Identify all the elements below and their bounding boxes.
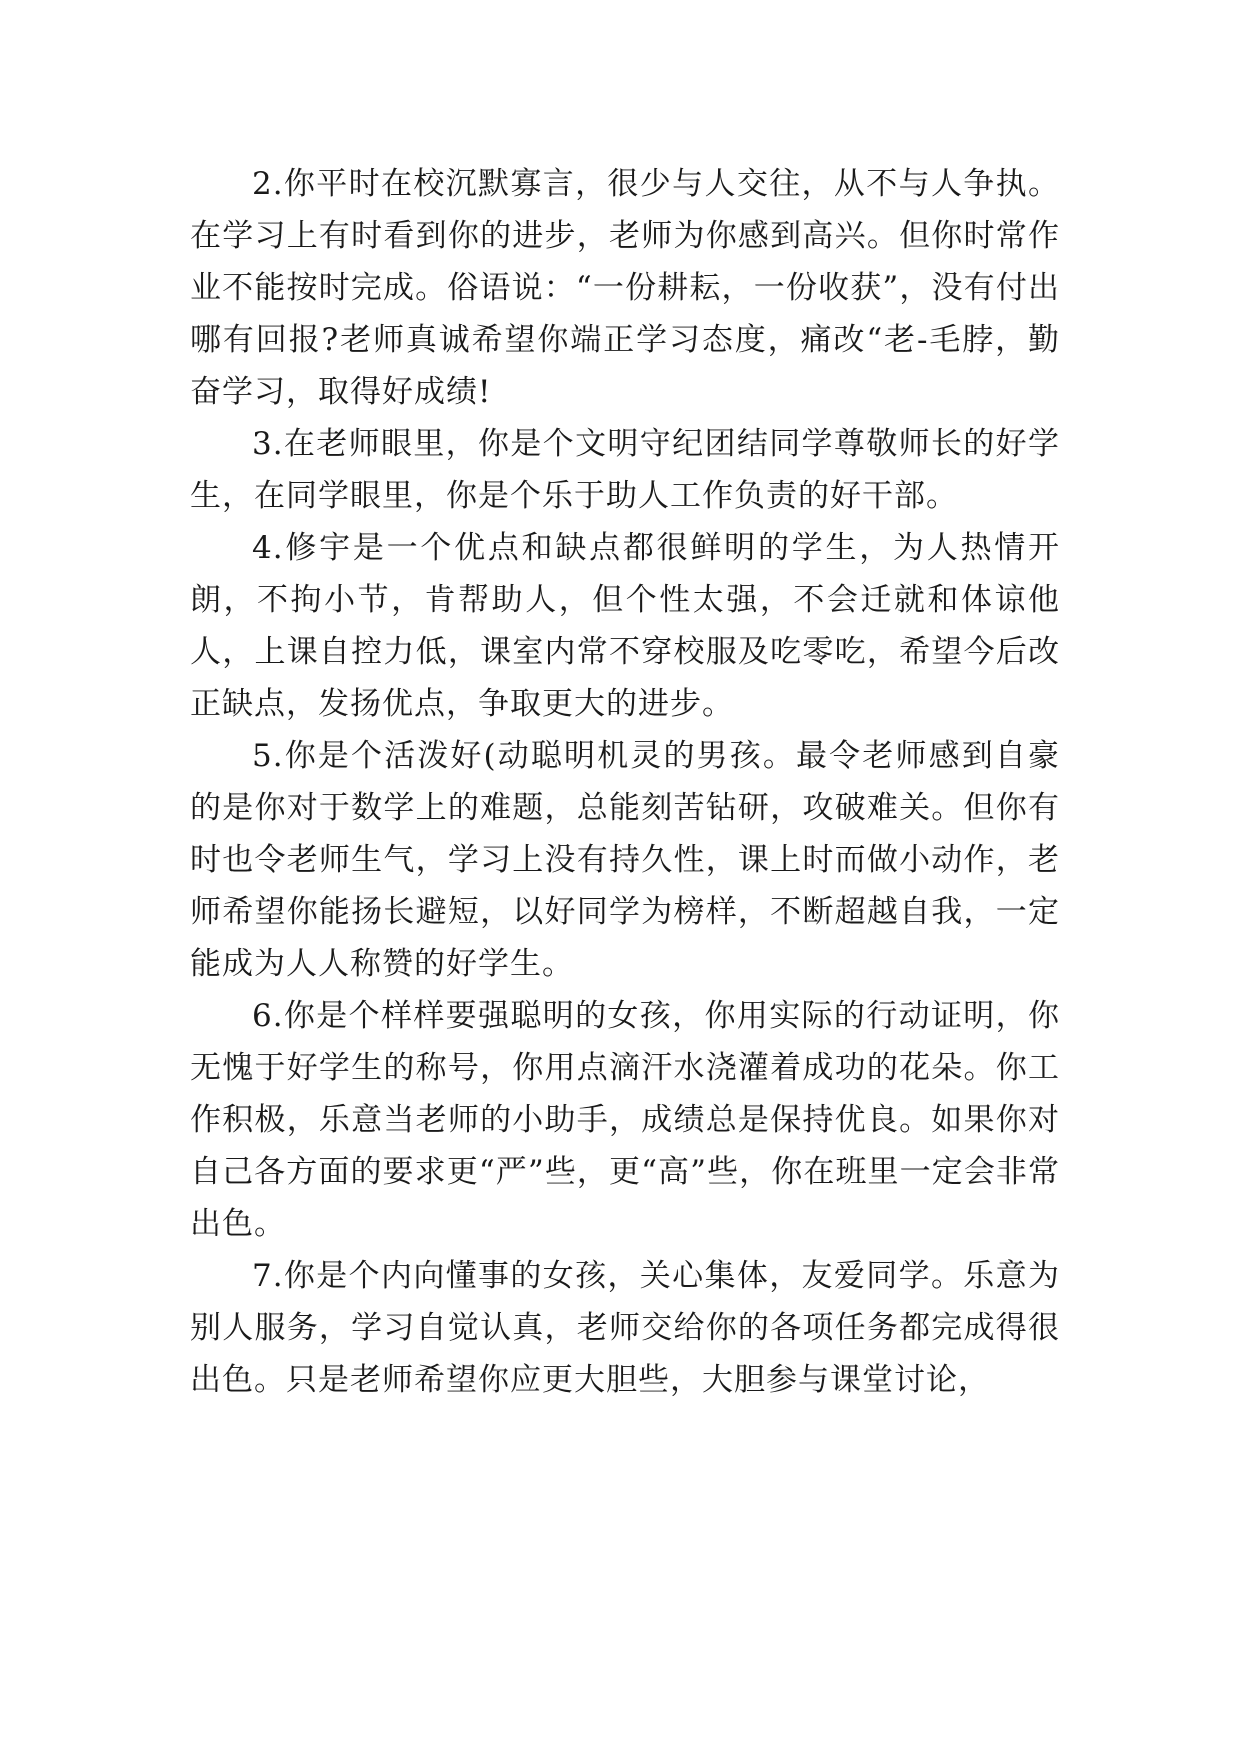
paragraph-4: 4.修宇是一个优点和缺点都很鲜明的学生，为人热情开朗，不拘小节，肯帮助人，但个性太强，不会迁就和体谅他人，上课自控力低，课室内常不穿校服及吃零吃，希望今后改正缺点，发扬优点，争取更大的进步。 bbox=[190, 530, 1060, 722]
paragraph-7: 7.你是个内向懂事的女孩，关心集体，友爱同学。乐意为别人服务，学习自觉认真，老师交给你的各项任务都完成得很出色。只是老师希望你应更大胆些，大胆参与课堂讨论， bbox=[190, 1258, 1060, 1398]
paragraph-5: 5.你是个活泼好(动聪明机灵的男孩。最令老师感到自豪的是你对于数学上的难题，总能刻苦钻研，攻破难关。但你有时也令老师生气，学习上没有持久性，课上时而做小动作，老师希望你能扬长避短，以好同学为榜样，不断超越自我，一定能成为人人称赞的好学生。 bbox=[190, 738, 1060, 982]
paragraph-6: 6.你是个样样要强聪明的女孩，你用实际的行动证明，你无愧于好学生的称号，你用点滴汗水浇灌着成功的花朵。你工作积极，乐意当老师的小助手，成绩总是保持优良。如果你对自己各方面的要求更“严”些，更“高”些，你在班里一定会非常出色。 bbox=[190, 998, 1060, 1242]
paragraph-2: 2.你平时在校沉默寡言，很少与人交往，从不与人争执。在学习上有时看到你的进步，老师为你感到高兴。但你时常作业不能按时完成。俗语说：“一份耕耘，一份收获”，没有付出哪有回报?老师真诚希望你端正学习态度，痛改“老-毛脖，勤奋学习，取得好成绩! bbox=[190, 166, 1060, 410]
document-body bbox=[190, 158, 1060, 1406]
paragraph-3: 3.在老师眼里，你是个文明守纪团结同学尊敬师长的好学生，在同学眼里，你是个乐于助人工作负责的好干部。 bbox=[190, 426, 1060, 514]
